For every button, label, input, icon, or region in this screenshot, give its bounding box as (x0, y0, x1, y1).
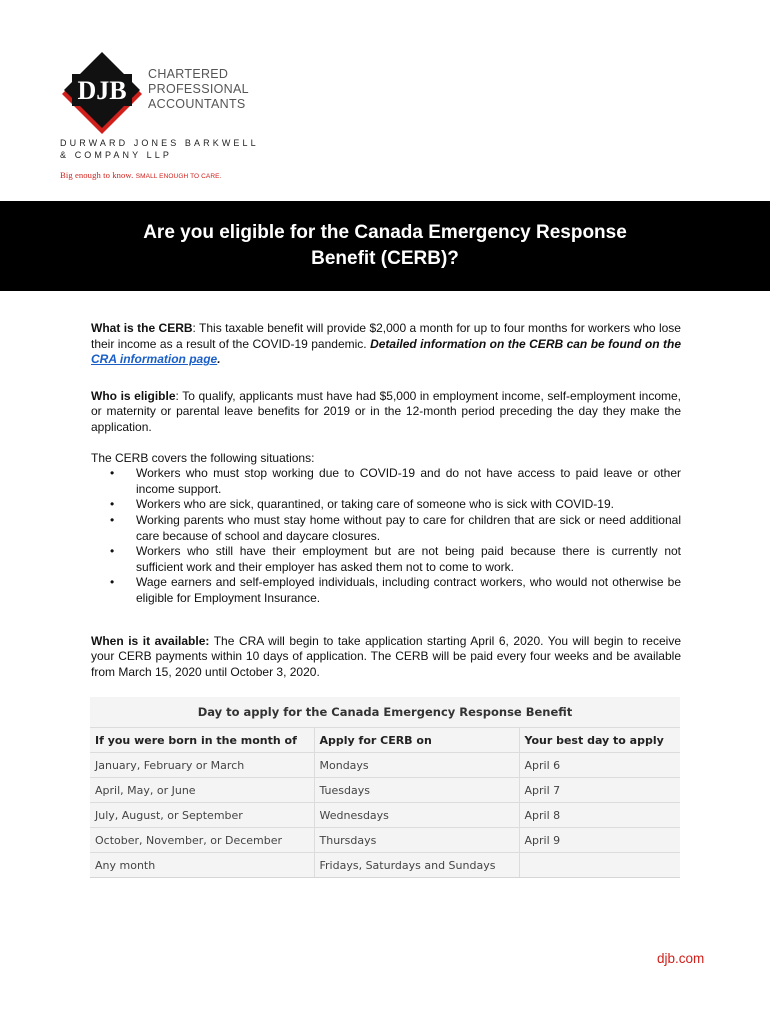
column-header: Your best day to apply (519, 728, 680, 753)
when-text: The CRA will begin to take application starting April 6, 2020. You will begin to receive your CERB payments within 10 days of application. The CERB will be paid every four weeks and be available from March 15, 2020 until October 3, 2020. (91, 633, 681, 679)
table-cell: January, February or March (90, 753, 314, 778)
table-cell: April, May, or June (90, 778, 314, 803)
firm-designation (148, 67, 249, 112)
table-row (90, 828, 680, 853)
tagline (60, 170, 221, 180)
what-is-cerb-paragraph (91, 321, 681, 368)
who-label: Who is eligible (91, 388, 176, 403)
when-available-paragraph (91, 634, 681, 681)
table-cell (519, 853, 680, 878)
column-header: If you were born in the month of (90, 728, 314, 753)
djb-diamond-logo-icon (60, 52, 144, 136)
schedule-grid (90, 727, 680, 877)
logo-mark-text: DJB (77, 76, 127, 105)
list-item: • Workers who must stop working due to COVID-19 and do not have access to paid leave or other income support. (136, 466, 681, 497)
table-cell: Thursdays (314, 828, 519, 853)
table-cell: July, August, or September (90, 803, 314, 828)
table-row (90, 753, 680, 778)
website-link[interactable]: djb.com (657, 951, 705, 966)
table-cell: Mondays (314, 753, 519, 778)
application-schedule-table (90, 697, 680, 878)
what-text: : This taxable benefit will provide $2,000 a month for up to four months for workers who lose their income as a result of the COVID-19 pandemic. (91, 321, 681, 351)
column-header: Apply for CERB on (314, 728, 519, 753)
what-emphasis: Detailed information on the CERB can be found on the (370, 336, 681, 351)
table-cell: Tuesdays (314, 778, 519, 803)
firm-logo (60, 52, 260, 182)
page-title: Are you eligible for the Canada Emergency Response Benefit (CERB)? (143, 222, 627, 269)
firm-line: ACCOUNTANTS (148, 97, 246, 111)
table-cell: Any month (90, 853, 314, 878)
tagline-small: SMALL ENOUGH TO CARE. (135, 173, 222, 180)
table-cell: April 8 (519, 803, 680, 828)
table-title: Day to apply for the Canada Emergency Response Benefit (197, 705, 573, 719)
tagline-main: Big enough to know. (60, 170, 134, 180)
when-label: When is it available: (91, 633, 210, 648)
document-body (91, 321, 681, 680)
list-item: • Working parents who must stay home without pay to care for children that are sick or need additional care because of school and daycare closures. (136, 513, 681, 544)
title-banner (0, 201, 770, 291)
who-text: : To qualify, applicants must have had $5,000 in employment income, self-employment income, or maternity or parental leave benefits for 2019 or in the 12-month period preceding the day they make the application. (91, 388, 681, 434)
table-cell: Wednesdays (314, 803, 519, 828)
table-cell: April 7 (519, 778, 680, 803)
who-is-eligible-paragraph (91, 389, 681, 436)
table-row (90, 803, 680, 828)
what-end: . (217, 352, 221, 367)
list-item: • Workers who still have their employment but are not being paid because there is currently not sufficient work and their employer has asked them not to come to work. (136, 544, 681, 575)
list-item: • Workers who are sick, quarantined, or taking care of someone who is sick with COVID-19. (136, 497, 681, 513)
situations-list (91, 466, 681, 606)
table-row (90, 778, 680, 803)
firm-legal-name (60, 137, 259, 161)
legal-line: & COMPANY LLP (60, 150, 172, 160)
firm-line: CHARTERED (148, 67, 229, 81)
covers-intro: The CERB covers the following situations: (91, 450, 315, 465)
what-label: What is the CERB (91, 321, 193, 335)
table-header-row (90, 728, 680, 753)
table-cell: Fridays, Saturdays and Sundays (314, 853, 519, 878)
legal-line: DURWARD JONES BARKWELL (60, 138, 259, 148)
cra-information-link[interactable]: CRA information page (91, 352, 218, 367)
table-cell: October, November, or December (90, 828, 314, 853)
table-cell: April 9 (519, 828, 680, 853)
firm-line: PROFESSIONAL (148, 82, 249, 96)
table-cell: April 6 (519, 753, 680, 778)
list-item: • Wage earners and self-employed individuals, including contract workers, who would not otherwise be eligible for Employment Insurance. (136, 575, 681, 606)
table-row (90, 853, 680, 878)
